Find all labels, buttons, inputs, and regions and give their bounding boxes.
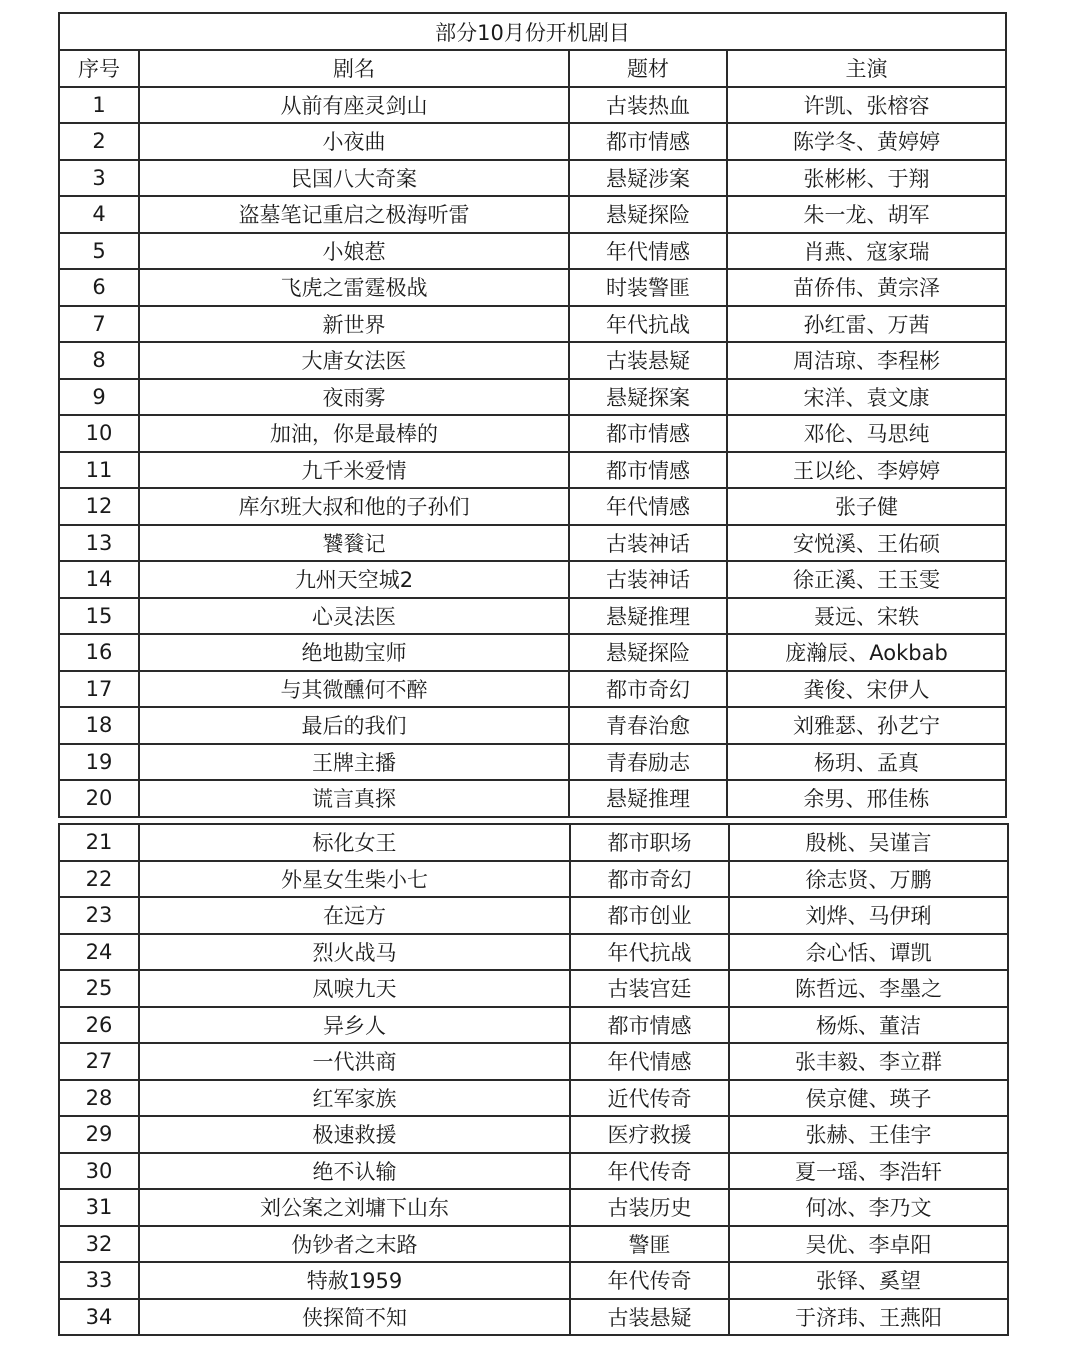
cell-cast: 陈学冬、黄婷婷 <box>727 123 1006 160</box>
cell-genre: 古装热血 <box>569 87 727 124</box>
cell-no: 10 <box>59 415 139 452</box>
cell-no: 25 <box>59 970 139 1007</box>
header-cast: 主演 <box>727 50 1006 87</box>
cell-no: 13 <box>59 525 139 562</box>
table-row <box>59 160 1006 197</box>
cell-no: 21 <box>59 824 139 861</box>
cell-name: 加油，你是最棒的 <box>139 415 569 452</box>
cell-no: 32 <box>59 1226 139 1263</box>
cell-cast: 徐正溪、王玉雯 <box>727 561 1006 598</box>
cell-no: 3 <box>59 160 139 197</box>
cell-genre: 古装宫廷 <box>570 970 729 1007</box>
cell-name: 凤唳九天 <box>139 970 570 1007</box>
table-row <box>59 598 1006 635</box>
header-no: 序号 <box>59 50 139 87</box>
cell-cast: 孙红雷、万茜 <box>727 306 1006 343</box>
cell-cast: 张丰毅、李立群 <box>729 1043 1008 1080</box>
cell-genre: 医疗救援 <box>570 1116 729 1153</box>
cell-genre: 都市职场 <box>570 824 729 861</box>
cell-cast: 张赫、王佳宇 <box>729 1116 1008 1153</box>
cell-no: 9 <box>59 379 139 416</box>
cell-no: 26 <box>59 1007 139 1044</box>
cell-genre: 年代传奇 <box>570 1153 729 1190</box>
cell-genre: 都市情感 <box>570 1007 729 1044</box>
cell-no: 28 <box>59 1080 139 1117</box>
cell-cast: 于济玮、王燕阳 <box>729 1299 1008 1336</box>
cell-genre: 古装悬疑 <box>569 342 727 379</box>
cell-genre: 都市奇幻 <box>570 861 729 898</box>
cell-name: 王牌主播 <box>139 744 569 781</box>
table-title-row <box>59 13 1006 50</box>
cell-name: 心灵法医 <box>139 598 569 635</box>
table-row <box>59 488 1006 525</box>
table-row <box>59 379 1006 416</box>
cell-genre: 古装历史 <box>570 1189 729 1226</box>
cell-cast: 许凯、张榕容 <box>727 87 1006 124</box>
cell-genre: 悬疑推理 <box>569 598 727 635</box>
cell-genre: 都市情感 <box>569 123 727 160</box>
cell-cast: 聂远、宋轶 <box>727 598 1006 635</box>
cell-genre: 都市创业 <box>570 897 729 934</box>
cell-genre: 年代情感 <box>569 488 727 525</box>
cell-genre: 年代抗战 <box>570 934 729 971</box>
cell-name: 外星女生柴小七 <box>139 861 570 898</box>
cell-name: 盗墓笔记重启之极海听雷 <box>139 196 569 233</box>
table-row <box>59 87 1006 124</box>
cell-genre: 都市情感 <box>569 415 727 452</box>
cell-genre: 古装神话 <box>569 525 727 562</box>
cell-name: 新世界 <box>139 306 569 343</box>
cell-name: 小娘惹 <box>139 233 569 270</box>
cell-cast: 肖燕、寇家瑞 <box>727 233 1006 270</box>
table-row <box>59 634 1006 671</box>
cell-genre: 近代传奇 <box>570 1080 729 1117</box>
table-row <box>59 861 1008 898</box>
table-row <box>59 707 1006 744</box>
cell-name: 大唐女法医 <box>139 342 569 379</box>
cell-genre: 青春治愈 <box>569 707 727 744</box>
cell-name: 从前有座灵剑山 <box>139 87 569 124</box>
cell-cast: 侯京健、瑛子 <box>729 1080 1008 1117</box>
cell-genre: 悬疑探案 <box>569 379 727 416</box>
cell-genre: 古装悬疑 <box>570 1299 729 1336</box>
header-name: 剧名 <box>139 50 569 87</box>
drama-table-top <box>58 12 1007 818</box>
table-row <box>59 1043 1008 1080</box>
cell-no: 18 <box>59 707 139 744</box>
cell-genre: 年代情感 <box>569 233 727 270</box>
cell-no: 34 <box>59 1299 139 1336</box>
cell-cast: 邓伦、马思纯 <box>727 415 1006 452</box>
cell-no: 27 <box>59 1043 139 1080</box>
table-row <box>59 233 1006 270</box>
cell-name: 九千米爱情 <box>139 452 569 489</box>
cell-name: 民国八大奇案 <box>139 160 569 197</box>
cell-genre: 时装警匪 <box>569 269 727 306</box>
cell-no: 33 <box>59 1262 139 1299</box>
cell-cast: 刘烨、马伊琍 <box>729 897 1008 934</box>
cell-cast: 陈哲远、李墨之 <box>729 970 1008 1007</box>
cell-cast: 刘雅瑟、孙艺宁 <box>727 707 1006 744</box>
table-row <box>59 1299 1008 1336</box>
cell-no: 4 <box>59 196 139 233</box>
table-row <box>59 525 1006 562</box>
cell-no: 24 <box>59 934 139 971</box>
cell-genre: 都市奇幻 <box>569 671 727 708</box>
cell-no: 5 <box>59 233 139 270</box>
cell-no: 8 <box>59 342 139 379</box>
cell-name: 饕餮记 <box>139 525 569 562</box>
table-row <box>59 934 1008 971</box>
cell-cast: 何冰、李乃文 <box>729 1189 1008 1226</box>
cell-name: 九州天空城2 <box>139 561 569 598</box>
cell-no: 22 <box>59 861 139 898</box>
cell-no: 12 <box>59 488 139 525</box>
cell-name: 一代洪商 <box>139 1043 570 1080</box>
cell-name: 极速救援 <box>139 1116 570 1153</box>
cell-cast: 张彬彬、于翔 <box>727 160 1006 197</box>
cell-no: 23 <box>59 897 139 934</box>
cell-no: 11 <box>59 452 139 489</box>
cell-cast: 庞瀚辰、Aokbab <box>727 634 1006 671</box>
cell-cast: 苗侨伟、黄宗泽 <box>727 269 1006 306</box>
table-header-row <box>59 50 1006 87</box>
cell-name: 异乡人 <box>139 1007 570 1044</box>
cell-name: 刘公案之刘墉下山东 <box>139 1189 570 1226</box>
cell-no: 30 <box>59 1153 139 1190</box>
cell-no: 1 <box>59 87 139 124</box>
cell-no: 29 <box>59 1116 139 1153</box>
cell-no: 17 <box>59 671 139 708</box>
cell-cast: 杨烁、董洁 <box>729 1007 1008 1044</box>
cell-name: 红军家族 <box>139 1080 570 1117</box>
cell-no: 2 <box>59 123 139 160</box>
table-row <box>59 1116 1008 1153</box>
cell-genre: 警匪 <box>570 1226 729 1263</box>
cell-genre: 年代传奇 <box>570 1262 729 1299</box>
cell-name: 伪钞者之末路 <box>139 1226 570 1263</box>
cell-cast: 周洁琼、李程彬 <box>727 342 1006 379</box>
cell-genre: 年代情感 <box>570 1043 729 1080</box>
cell-name: 烈火战马 <box>139 934 570 971</box>
cell-no: 20 <box>59 780 139 817</box>
cell-name: 库尔班大叔和他的子孙们 <box>139 488 569 525</box>
table-row <box>59 1007 1008 1044</box>
cell-name: 侠探简不知 <box>139 1299 570 1336</box>
cell-genre: 青春励志 <box>569 744 727 781</box>
cell-genre: 悬疑探险 <box>569 196 727 233</box>
table-row <box>59 824 1008 861</box>
cell-name: 飞虎之雷霆极战 <box>139 269 569 306</box>
table-row <box>59 452 1006 489</box>
cell-genre: 年代抗战 <box>569 306 727 343</box>
table-row <box>59 561 1006 598</box>
cell-name: 最后的我们 <box>139 707 569 744</box>
cell-name: 在远方 <box>139 897 570 934</box>
cell-name: 绝地勘宝师 <box>139 634 569 671</box>
cell-cast: 徐志贤、万鹏 <box>729 861 1008 898</box>
table-row <box>59 1226 1008 1263</box>
cell-no: 6 <box>59 269 139 306</box>
cell-no: 7 <box>59 306 139 343</box>
cell-no: 16 <box>59 634 139 671</box>
cell-name: 绝不认输 <box>139 1153 570 1190</box>
header-genre: 题材 <box>569 50 727 87</box>
cell-name: 标化女王 <box>139 824 570 861</box>
cell-name: 夜雨雾 <box>139 379 569 416</box>
table-row <box>59 342 1006 379</box>
cell-cast: 龚俊、宋伊人 <box>727 671 1006 708</box>
cell-cast: 张子健 <box>727 488 1006 525</box>
table-row <box>59 196 1006 233</box>
cell-name: 与其微醺何不醉 <box>139 671 569 708</box>
table-row <box>59 1189 1008 1226</box>
table-row <box>59 970 1008 1007</box>
cell-no: 14 <box>59 561 139 598</box>
cell-cast: 佘心恬、谭凯 <box>729 934 1008 971</box>
table-row <box>59 1080 1008 1117</box>
cell-name: 特赦1959 <box>139 1262 570 1299</box>
table-row <box>59 123 1006 160</box>
cell-cast: 宋洋、袁文康 <box>727 379 1006 416</box>
cell-cast: 王以纶、李婷婷 <box>727 452 1006 489</box>
cell-no: 15 <box>59 598 139 635</box>
cell-cast: 吴优、李卓阳 <box>729 1226 1008 1263</box>
cell-cast: 夏一瑶、李浩轩 <box>729 1153 1008 1190</box>
cell-name: 谎言真探 <box>139 780 569 817</box>
table-row <box>59 269 1006 306</box>
cell-no: 19 <box>59 744 139 781</box>
cell-cast: 张铎、奚望 <box>729 1262 1008 1299</box>
table-title: 部分10月份开机剧目 <box>59 13 1006 50</box>
table-row <box>59 744 1006 781</box>
cell-cast: 朱一龙、胡军 <box>727 196 1006 233</box>
table-row <box>59 306 1006 343</box>
table-row <box>59 671 1006 708</box>
cell-cast: 安悦溪、王佑硕 <box>727 525 1006 562</box>
cell-cast: 殷桃、吴谨言 <box>729 824 1008 861</box>
cell-no: 31 <box>59 1189 139 1226</box>
cell-genre: 都市情感 <box>569 452 727 489</box>
cell-genre: 悬疑推理 <box>569 780 727 817</box>
cell-cast: 余男、邢佳栋 <box>727 780 1006 817</box>
cell-genre: 古装神话 <box>569 561 727 598</box>
cell-genre: 悬疑探险 <box>569 634 727 671</box>
table-row <box>59 897 1008 934</box>
table-row <box>59 1153 1008 1190</box>
cell-cast: 杨玥、孟真 <box>727 744 1006 781</box>
drama-table-bottom <box>58 823 1009 1336</box>
table-row <box>59 780 1006 817</box>
cell-name: 小夜曲 <box>139 123 569 160</box>
table-row <box>59 415 1006 452</box>
cell-genre: 悬疑涉案 <box>569 160 727 197</box>
table-row <box>59 1262 1008 1299</box>
